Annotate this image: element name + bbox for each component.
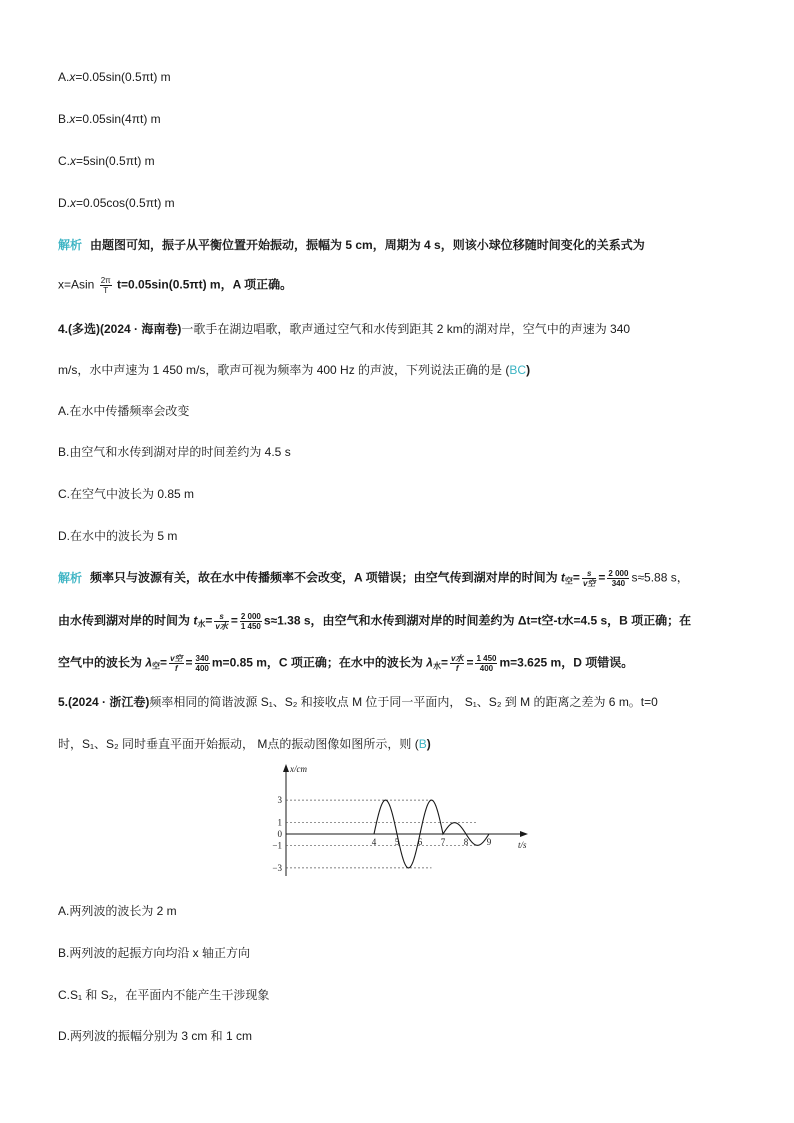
x-tick-label: 9 (486, 837, 492, 847)
y-tick-label: 0 (277, 829, 282, 839)
q5-option-d: D.两列波的振幅分别为 3 cm 和 1 cm (58, 1029, 253, 1043)
q4-stem-line1: 4.(多选)(2024 · 海南卷)一歌手在湖边唱歌，歌声通过空气和水传到距其 2 km的湖对岸，空气中的声速为 340 (58, 322, 631, 336)
analysis-tag: 解析 (58, 238, 83, 252)
q4-analysis-line1: 解析 频率只与波源有关，故在水中传播频率不会改变，A 项错误；由空气传到湖对岸的时间为 $t_空=$ $\frac{s}{\text{v空}}$ = $\frac{2 000}{340}$ s≈5.88 s， (58, 569, 689, 588)
q4-analysis-line3: 空气中的波长为 $\lambda_空=$ $\frac{\text{v空}}{f}$ = $\frac{340}{400}$ m=0.85 m，C 项正确；在水中的波长为 $\lambda_水=$ $\frac{\text{v水}}{f}$ = $\frac{1 450}{400}$ m=3.625 m，D 项错误。 (58, 654, 634, 673)
x-tick-label: 8 (463, 837, 469, 847)
q5-option-b: B.两列波的起振方向均沿 x 轴正方向 (58, 946, 251, 960)
x-tick-label: 7 (440, 837, 446, 847)
q3-analysis-line2: x=Asin $\frac{2\pi}{T}$ t=0.05sin(0.5πt) m，A 项正确。 (58, 276, 293, 295)
y-tick-label: −1 (272, 840, 282, 851)
q3-analysis-line1: 解析 由题图可知，振子从平衡位置开始振动，振幅为 5 cm，周期为 4 s，则该小球位移随时间变化的关系式为 (58, 238, 645, 252)
q5-stem-line1: 5.(2024 · 浙江卷)频率相同的简谐波源 S₁、S₂ 和接收点 M 位于同一平面内， S₁、S₂ 到 M 的距离之差为 6 m。t=0 (58, 695, 658, 709)
q4-option-a: A.在水中传播频率会改变 (58, 404, 190, 418)
q5-answer: B (418, 737, 427, 751)
q5-option-c: C.S₁ 和 S₂，在平面内不能产生干涉现象 (58, 988, 270, 1002)
y-axis-arrow (283, 764, 289, 772)
y-tick-label: 3 (277, 795, 282, 806)
x-tick-label: 6 (417, 837, 423, 847)
y-axis-label: x/cm (290, 764, 307, 774)
q5-option-a: A.两列波的波长为 2 m (58, 904, 177, 918)
x-axis-label: t/s (518, 840, 527, 850)
x-tick-label: 4 (371, 837, 377, 847)
q3-option-b: B.x=0.05sin(4πt) m (58, 112, 161, 126)
x-axis-arrow (520, 831, 528, 837)
y-tick-label: −3 (272, 862, 282, 873)
q3-option-c: C.x=5sin(0.5πt) m (58, 154, 155, 168)
q3-option-a: A.x=0.05sin(0.5πt) m (58, 70, 171, 84)
y-tick-label: 1 (277, 817, 282, 828)
fraction: $\frac{2\pi}{T}$ (100, 276, 111, 295)
q4-analysis-line2: 由水传到湖对岸的时间为 $t_水=$ $\frac{s}{\text{v水}}$ = $\frac{2 000}{1 450}$ s≈1.38 s，由空气和水传到湖对岸的时间差约为 Δt=t空-t水=4.5 s，B 项正确；在 (58, 612, 692, 631)
analysis-tag: 解析 (58, 570, 83, 585)
q4-option-b: B.由空气和水传到湖对岸的时间差约为 4.5 s (58, 445, 291, 459)
q3-option-d: D.x=0.05cos(0.5πt) m (58, 196, 175, 210)
x-tick-label: 5 (394, 837, 400, 847)
q4-stem-line2: m/s，水中声速为 1 450 m/s，歌声可视为频率为 400 Hz 的声波，下列说法正确的是 (BC) (58, 363, 531, 377)
vibration-graph (262, 758, 537, 883)
q4-answer: BC (509, 363, 527, 377)
q4-option-c: C.在空气中波长为 0.85 m (58, 487, 195, 501)
q5-stem-line2: 时，S₁、S₂ 同时垂直平面开始振动， M点的振动图像如图所示，则 (B) (58, 737, 431, 751)
q4-option-d: D.在水中的波长为 5 m (58, 529, 178, 543)
